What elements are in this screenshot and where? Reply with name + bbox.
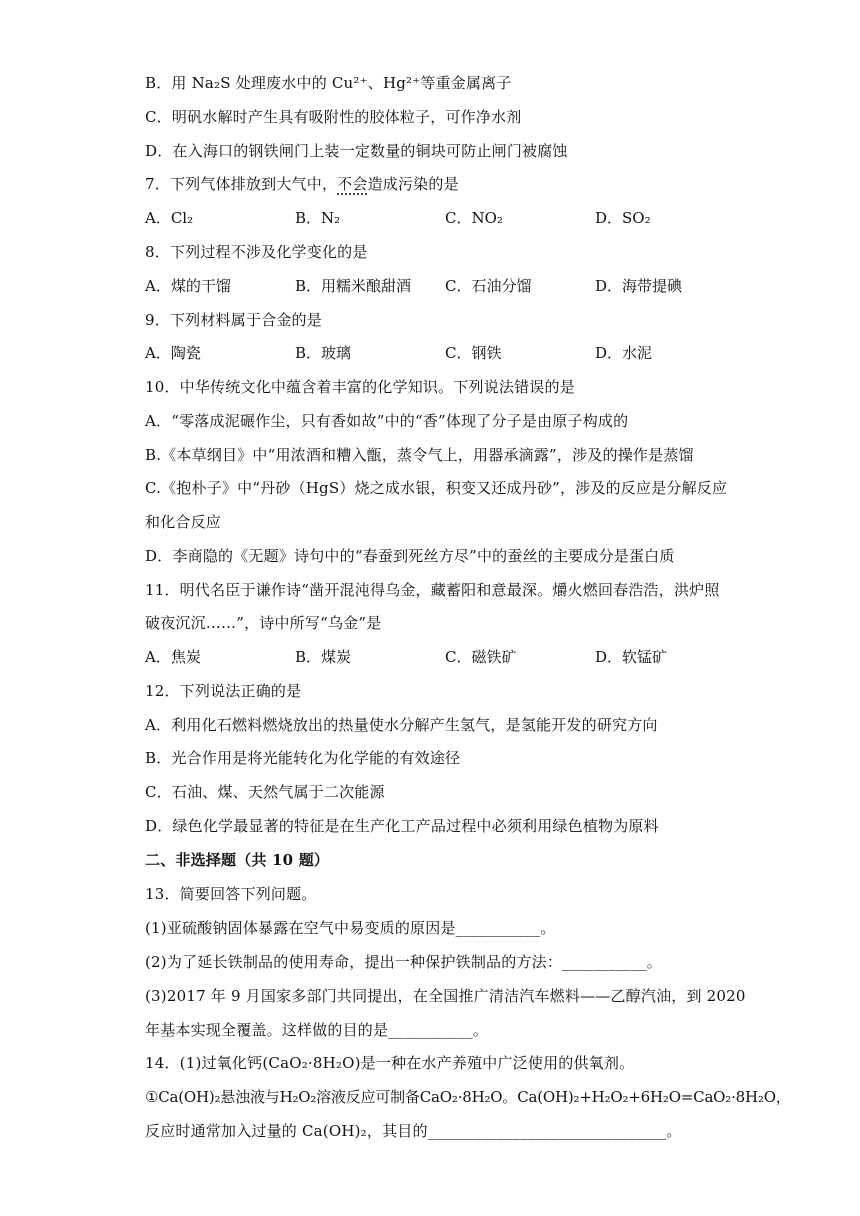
question-14-item-1-cont: 反应时通常加入过量的 Ca(OH)₂，其目的_______________________________。 <box>145 1122 682 1140</box>
q7-option-c: C．NO₂ <box>445 209 503 227</box>
question-7 <box>145 174 459 194</box>
q10-option-b: B.《本草纲目》中“用浓酒和糟入甑，蒸令气上，用器承滴露”，涉及的操作是蒸馏 <box>145 446 694 464</box>
question-12: 12．下列说法正确的是 <box>145 682 302 700</box>
section-heading: 二、非选择题（共 10 题） <box>145 851 330 869</box>
q11-option-c: C．磁铁矿 <box>445 648 517 666</box>
q11-option-d: D．软锰矿 <box>595 648 668 666</box>
question-9: 9．下列材料属于合金的是 <box>145 311 322 329</box>
q8-option-b: B．用糯米酿甜酒 <box>295 277 412 295</box>
question-7-tail: 造成污染的是 <box>367 175 459 193</box>
q11-option-a: A．焦炭 <box>145 648 201 666</box>
question-13: 13．简要回答下列问题。 <box>145 885 317 903</box>
q6-option-c: C．明矾水解时产生具有吸附性的胶体粒子，可作净水剂 <box>145 108 522 126</box>
question-11-line2: 破夜沉沉……”，诗中所写“乌金”是 <box>145 614 382 632</box>
q9-option-c: C．钢铁 <box>445 344 502 362</box>
q10-option-a: A．“零落成泥碾作尘，只有香如故”中的“香”体现了分子是由原子构成的 <box>145 412 629 430</box>
q6-option-d: D．在入海口的钢铁闸门上装一定数量的铜块可防止闸门被腐蚀 <box>145 142 568 160</box>
q13-part-2: (2)为了延长铁制品的使用寿命，提出一种保护铁制品的方法：___________。 <box>145 953 662 971</box>
q9-option-d: D．水泥 <box>595 344 653 362</box>
q9-option-b: B．玻璃 <box>295 344 352 362</box>
q10-option-c-line1: C.《抱朴子》中“丹砂（HgS）烧之成水银，积变又还成丹砂”，涉及的反应是分解反应 <box>145 479 728 497</box>
q11-option-b: B．煤炭 <box>295 648 352 666</box>
q7-option-a: A．Cl₂ <box>145 209 194 227</box>
q8-option-a: A．煤的干馏 <box>145 277 231 295</box>
q6-option-b: B．用 Na₂S 处理废水中的 Cu²⁺、Hg²⁺等重金属离子 <box>145 74 512 92</box>
q12-option-a: A．利用化石燃料燃烧放出的热量使水分解产生氢气，是氢能开发的研究方向 <box>145 716 658 734</box>
question-7-lead: 7．下列气体排放到大气中， <box>145 175 338 193</box>
q10-option-c-line2: 和化合反应 <box>145 513 222 531</box>
q9-option-a: A．陶瓷 <box>145 344 201 362</box>
question-14-intro: 14．(1)过氧化钙(CaO₂·8H₂O)是一种在水产养殖中广泛使用的供氧剂。 <box>145 1054 635 1072</box>
question-7-emphasis: 不会 <box>337 175 368 193</box>
q8-option-c: C．石油分馏 <box>445 277 532 295</box>
q12-option-d: D．绿色化学最显著的特征是在生产化工产品过程中必须利用绿色植物为原料 <box>145 817 659 835</box>
q8-option-d: D．海带提碘 <box>595 277 683 295</box>
q10-option-d: D．李商隐的《无题》诗句中的“春蚕到死丝方尽”中的蚕丝的主要成分是蛋白质 <box>145 547 675 565</box>
question-14-item-1: ①Ca(OH)₂悬浊液与H₂O₂溶液反应可制备CaO₂·8H₂O。Ca(OH)₂+H₂O₂+6H₂O=CaO₂·8H₂O， <box>145 1088 791 1106</box>
question-10: 10．中华传统文化中蕴含着丰富的化学知识。下列说法错误的是 <box>145 378 575 396</box>
q7-option-d: D．SO₂ <box>595 209 651 227</box>
q13-part-3-line2: 年基本实现全覆盖。这样做的目的是___________。 <box>145 1021 489 1039</box>
q12-option-b: B．光合作用是将光能转化为化学能的有效途径 <box>145 749 461 767</box>
q7-option-b: B．N₂ <box>295 209 341 227</box>
question-8: 8．下列过程不涉及化学变化的是 <box>145 243 368 261</box>
q13-part-1: (1)亚硫酸钠固体暴露在空气中易变质的原因是___________。 <box>145 919 556 937</box>
q13-part-3-line1: (3)2017 年 9 月国家多部门共同提出，在全国推广清洁汽车燃料——乙醇汽油，到 2020 <box>145 987 746 1005</box>
question-11-line1: 11．明代名臣于谦作诗“凿开混沌得乌金，藏蓄阳和意最深。爝火燃回春浩浩，洪炉照 <box>145 581 720 599</box>
q12-option-c: C．石油、煤、天然气属于二次能源 <box>145 783 385 801</box>
